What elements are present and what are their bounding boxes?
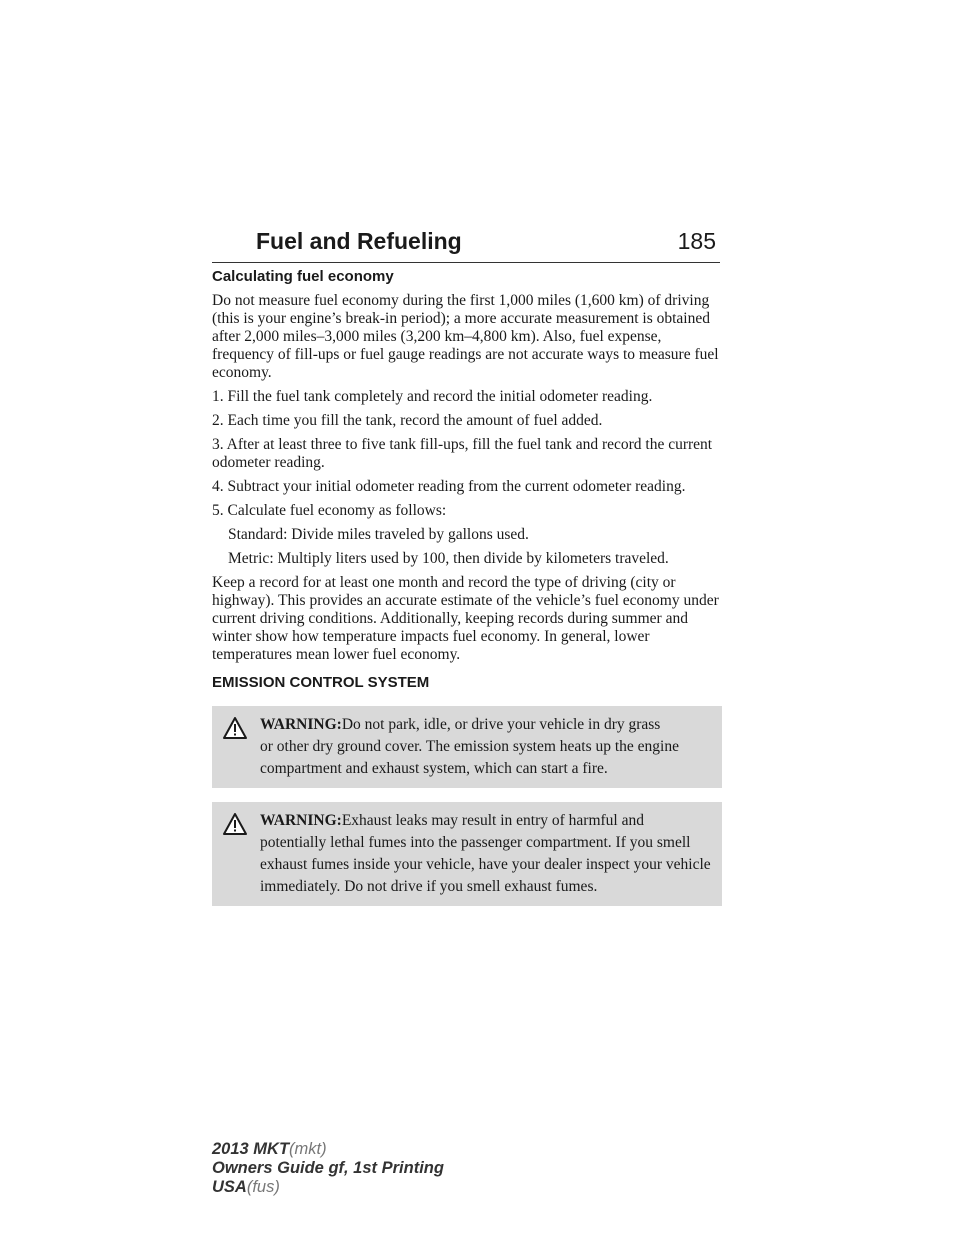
standard-formula: Standard: Divide miles traveled by gallons used.: [228, 526, 529, 543]
step-2: 2. Each time you fill the tank, record the amount of fuel added.: [212, 412, 603, 429]
step-3: 3. After at least three to five tank fill-ups, fill the fuel tank and record the current odometer reading.: [212, 436, 713, 471]
page-content: [212, 268, 722, 920]
page-number: 185: [677, 228, 716, 254]
step-4: 4. Subtract your initial odometer reading from the current odometer reading.: [212, 478, 686, 495]
warning-2-first-line: [216, 810, 718, 832]
warning-box-2: [212, 802, 722, 906]
footer-guide: Owners Guide gf, 1st Printing: [212, 1159, 444, 1177]
step-1: 1. Fill the fuel tank completely and record the initial odometer reading.: [212, 388, 653, 405]
section-heading-fuel-economy: Calculating fuel economy: [212, 268, 394, 285]
warning-triangle-icon: [222, 716, 248, 740]
metric-formula: Metric: Multiply liters used by 100, then divide by kilometers traveled.: [228, 550, 669, 567]
warning-2-text-a: Exhaust leaks may result in entry of harmful and: [341, 812, 644, 829]
warning-label: WARNING:: [260, 812, 342, 829]
footer-market-code: (fus): [246, 1178, 280, 1196]
step-5: 5. Calculate fuel economy as follows:: [212, 502, 447, 519]
page-header: [212, 228, 720, 263]
warning-2-text-b: potentially lethal fumes into the passenger compartment. If you smell exhaust fumes inside your vehicle, have your dealer inspect your vehicle immediately. Do not drive if you smell exhaust fumes.: [260, 834, 711, 895]
footer-model-code: (mkt): [289, 1140, 327, 1158]
warning-1-text-b: or other dry ground cover. The emission system heats up the engine compartment and exhaust system, which can start a fire.: [260, 738, 679, 777]
warning-triangle-icon: [222, 812, 248, 836]
warning-1-text-a: Do not park, idle, or drive your vehicle in dry grass: [341, 716, 661, 733]
section-heading-emission: EMISSION CONTROL SYSTEM: [212, 674, 430, 691]
warning-box-1: [212, 706, 722, 788]
print-footer: [212, 1140, 444, 1197]
footer-market: USA: [212, 1178, 247, 1196]
warning-1-first-line: [216, 714, 718, 736]
warning-label: WARNING:: [260, 716, 342, 733]
footer-model: 2013 MKT: [212, 1140, 290, 1158]
closing-paragraph: Keep a record for at least one month and record the type of driving (city or highway). This provides an accurate estimate of the vehicle’s fuel economy under current driving conditions. Additionally, keeping records during summer and winter show how temperature impacts fuel economy. In general, lower temperatures mean lower fuel economy.: [212, 574, 719, 663]
chapter-title: Fuel and Refueling: [256, 228, 462, 254]
intro-paragraph: Do not measure fuel economy during the first 1,000 miles (1,600 km) of driving (this is your engine’s break-in period); a more accurate measurement is obtained after 2,000 miles–3,000 miles (3,200 km–4,800 km). Also, fuel expense, frequency of fill-ups or fuel gauge readings are not accurate ways to measure fuel economy.: [212, 292, 719, 381]
